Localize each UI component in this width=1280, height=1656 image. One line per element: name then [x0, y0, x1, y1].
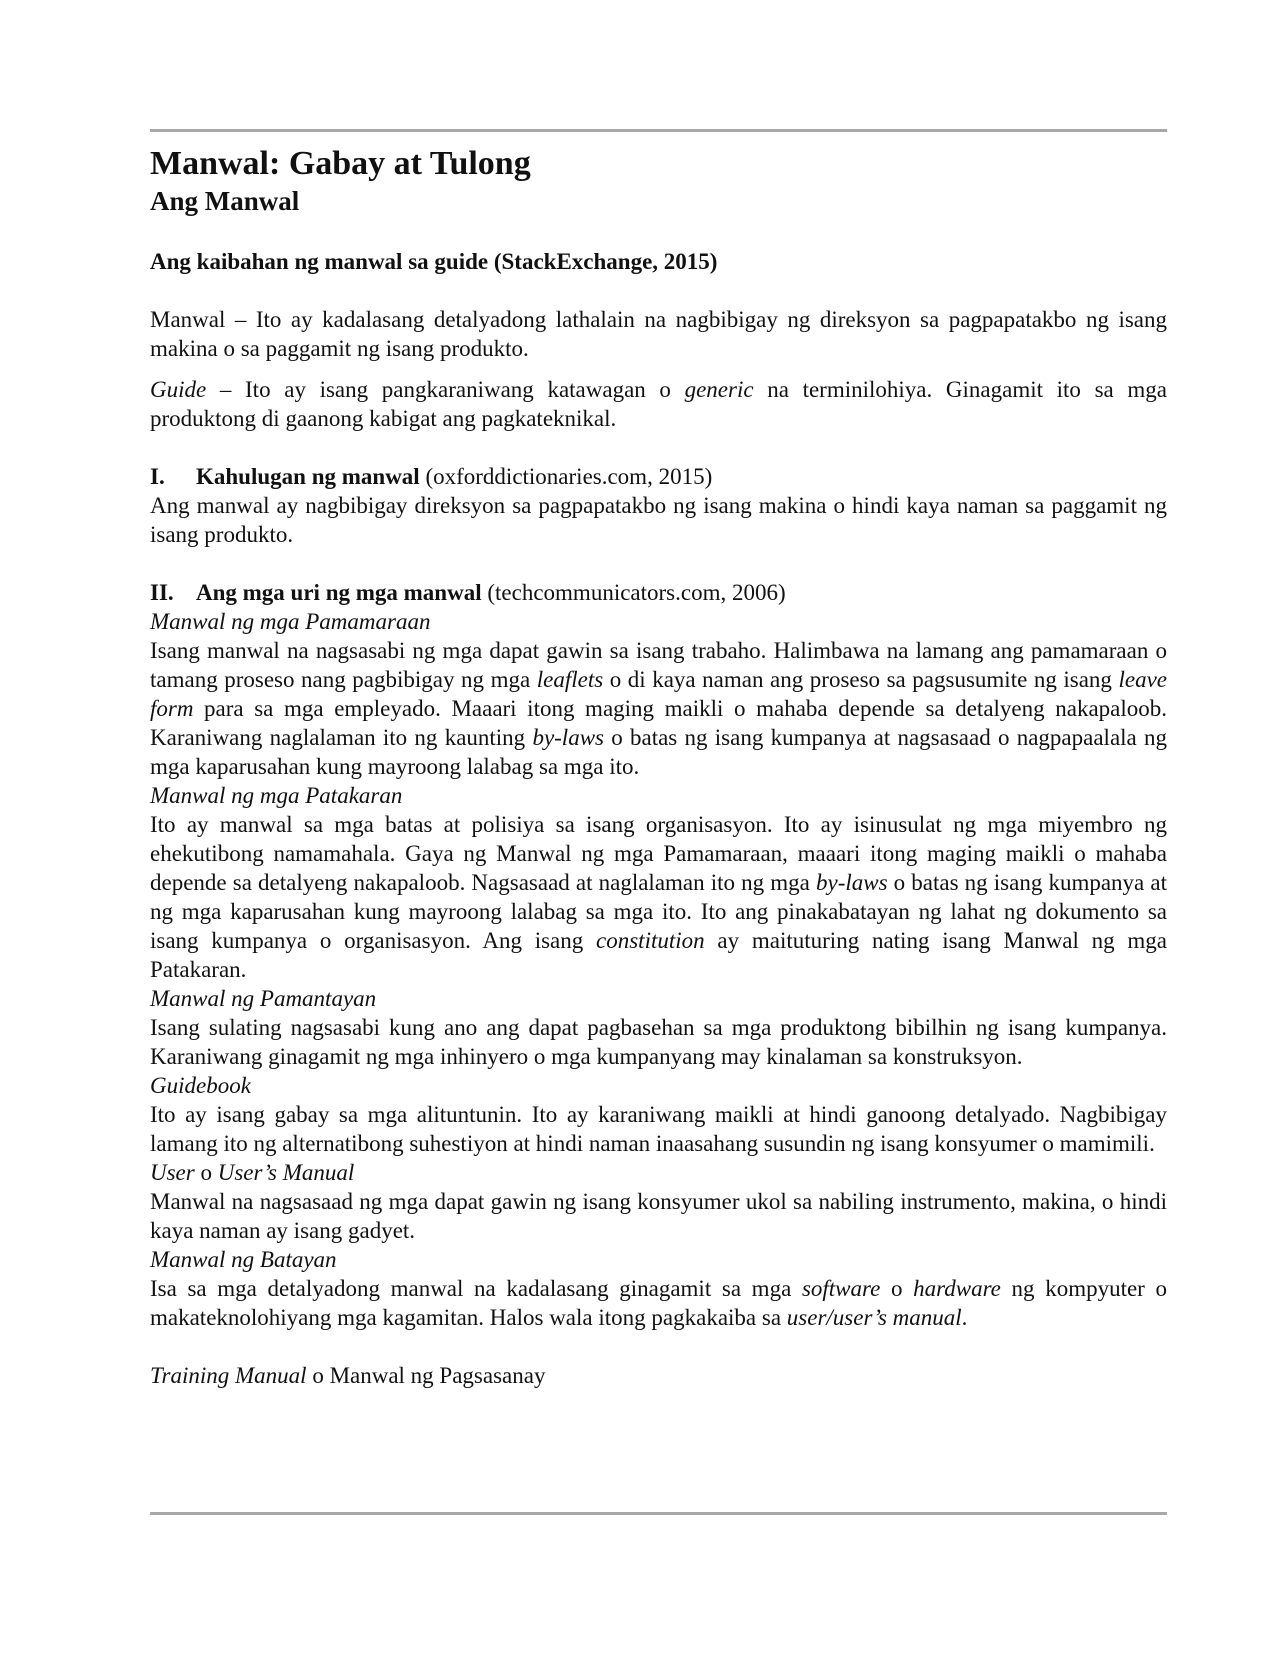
- body-text: o Manwal ng Pagsasanay: [306, 1363, 546, 1388]
- body-text: ay maituturing nating isang Manwal ng mga Patakaran.: [150, 928, 1167, 982]
- bottom-rule: [150, 1512, 1167, 1515]
- emphasis-term: generic: [684, 377, 754, 402]
- definition-guide: [150, 375, 1167, 433]
- section-1-heading: [150, 462, 1167, 491]
- subsection-title-guidebook: Guidebook: [150, 1073, 251, 1098]
- section-heading: Ang kaibahan ng manwal sa guide (StackExchange, 2015): [150, 249, 718, 274]
- emphasis-term: user/user’s manual: [786, 1305, 962, 1330]
- top-rule: [150, 129, 1167, 132]
- subsection-title-pamantayan: Manwal ng Pamantayan: [150, 986, 377, 1011]
- body-text: o batas ng isang kumpanya at ng mga kaparusahan kung mayroong lalabag sa mga ito. Ito ang pinakabatayan ng lahat ng dokumento sa isang kumpanya o organisasyon. Ang isang: [150, 870, 1167, 953]
- title-part: o: [194, 1160, 218, 1185]
- emphasis-term: constitution: [596, 928, 705, 953]
- subsection-title-batayan: Manwal ng Batayan: [150, 1247, 337, 1272]
- section-source: (oxforddictionaries.com, 2015): [419, 464, 713, 489]
- emphasis-term: by-laws: [532, 725, 604, 750]
- definition-manwal: [150, 305, 1167, 363]
- subsection-title-pamamaraan: Manwal ng mga Pamamaraan: [150, 609, 431, 634]
- body-text: Ito ay manwal sa mga batas at polisiya sa isang organisasyon. Ito ay isinusulat ng mga miyembro ng ehekutibong namamahala. Gaya ng Manwal ng mga Pamamaraan, maaari itong maging maikli o mahaba depende sa detalyeng nakapaloob. Nagsasaad at naglalaman ito ng mga: [150, 812, 1167, 895]
- subsection-body-pamamaraan: [150, 636, 1167, 781]
- subsection-title-training: [150, 1361, 1167, 1390]
- emphasis-term: leaflets: [536, 667, 604, 692]
- title-part: User: [150, 1160, 195, 1185]
- subsection-body-pamantayan: Isang sulating nagsasabi kung ano ang dapat pagbasehan sa mga produktong bibilhin ng isang kumpanya. Karaniwang ginagamit ng mga inhinyero o mga kumpanyang may kinalaman sa konstruksyon.: [150, 1015, 1167, 1069]
- page-title: Manwal: Gabay at Tulong: [150, 145, 531, 182]
- emphasis-term: leave form: [150, 667, 1167, 721]
- subsection-body-guidebook: Ito ay isang gabay sa mga alituntunin. Ito ay karaniwang maikli at hindi ganoong detalyado. Nagbibigay lamang ito ng alternatibong suhestiyon at hindi naman inaasahang susundin ng isang konsyumer o mamimili.: [150, 1102, 1167, 1156]
- section-title: Kahulugan ng manwal: [196, 464, 420, 489]
- emphasis-term: Training Manual: [150, 1363, 307, 1388]
- definition-text: na terminilohiya. Ginagamit ito sa mga produktong di gaanong kabigat ang pagkateknikal.: [150, 377, 1167, 431]
- emphasis-term: by-laws: [815, 870, 888, 895]
- subsection-body-user: Manwal na nagsasaad ng mga dapat gawin ng isang konsyumer ukol sa nabiling instrumento, makina, o hindi kaya naman ay isang gadyet.: [150, 1189, 1167, 1243]
- page-subtitle: Ang Manwal: [150, 186, 300, 216]
- definition-term: Guide: [150, 377, 207, 402]
- section-title: Ang mga uri ng mga manwal: [196, 580, 482, 605]
- document-page: [150, 144, 1167, 1390]
- definition-term: Manwal: [150, 307, 226, 332]
- subsection-title-patakaran: Manwal ng mga Patakaran: [150, 783, 403, 808]
- section-number: II.: [150, 580, 174, 605]
- body-text: o batas ng isang kumpanya at nagsasaad o nagpapaalala ng mga kaparusahan kung mayroong lalabag sa mga ito.: [150, 725, 1168, 779]
- body-text: o di kaya naman ang proseso sa pagsusumite ng isang: [603, 667, 1119, 692]
- subsection-body-batayan: [150, 1274, 1167, 1332]
- body-text: ng kompyuter o makateknolohiyang mga kagamitan. Halos wala itong pagkakaiba sa: [150, 1276, 1167, 1330]
- section-2-heading: [150, 578, 1167, 607]
- body-text: Isang manwal na nagsasabi ng mga dapat gawin sa isang trabaho. Halimbawa na lamang ang pamamaraan o tamang proseso nang pagbibigay ng mga: [150, 638, 1167, 692]
- subsection-title-user: [150, 1158, 1167, 1187]
- emphasis-term: software: [801, 1276, 881, 1301]
- body-text: .: [961, 1305, 968, 1330]
- definition-text: – Ito ay kadalasang detalyadong lathalain na nagbibigay ng direksyon sa pagpapatakbo ng isang makina o sa paggamit ng isang produkto.: [150, 307, 1167, 361]
- title-part: User’s Manual: [217, 1160, 355, 1185]
- definition-text: – Ito ay isang pangkaraniwang katawagan o: [206, 377, 685, 402]
- body-text: o: [880, 1276, 914, 1301]
- section-source: (techcommunicators.com, 2006): [481, 580, 786, 605]
- section-1-body: Ang manwal ay nagbibigay direksyon sa pagpapatakbo ng isang makina o hindi kaya naman sa paggamit ng isang produkto.: [150, 493, 1167, 547]
- emphasis-term: hardware: [913, 1276, 1001, 1301]
- subsection-body-patakaran: [150, 810, 1167, 984]
- body-text: para sa mga empleyado. Maaari itong maging maikli o mahaba depende sa detalyeng nakapaloob. Karaniwang naglalaman ito ng kaunting: [150, 696, 1167, 750]
- body-text: Isa sa mga detalyadong manwal na kadalasang ginagamit sa mga: [150, 1276, 802, 1301]
- section-number: I.: [150, 464, 165, 489]
